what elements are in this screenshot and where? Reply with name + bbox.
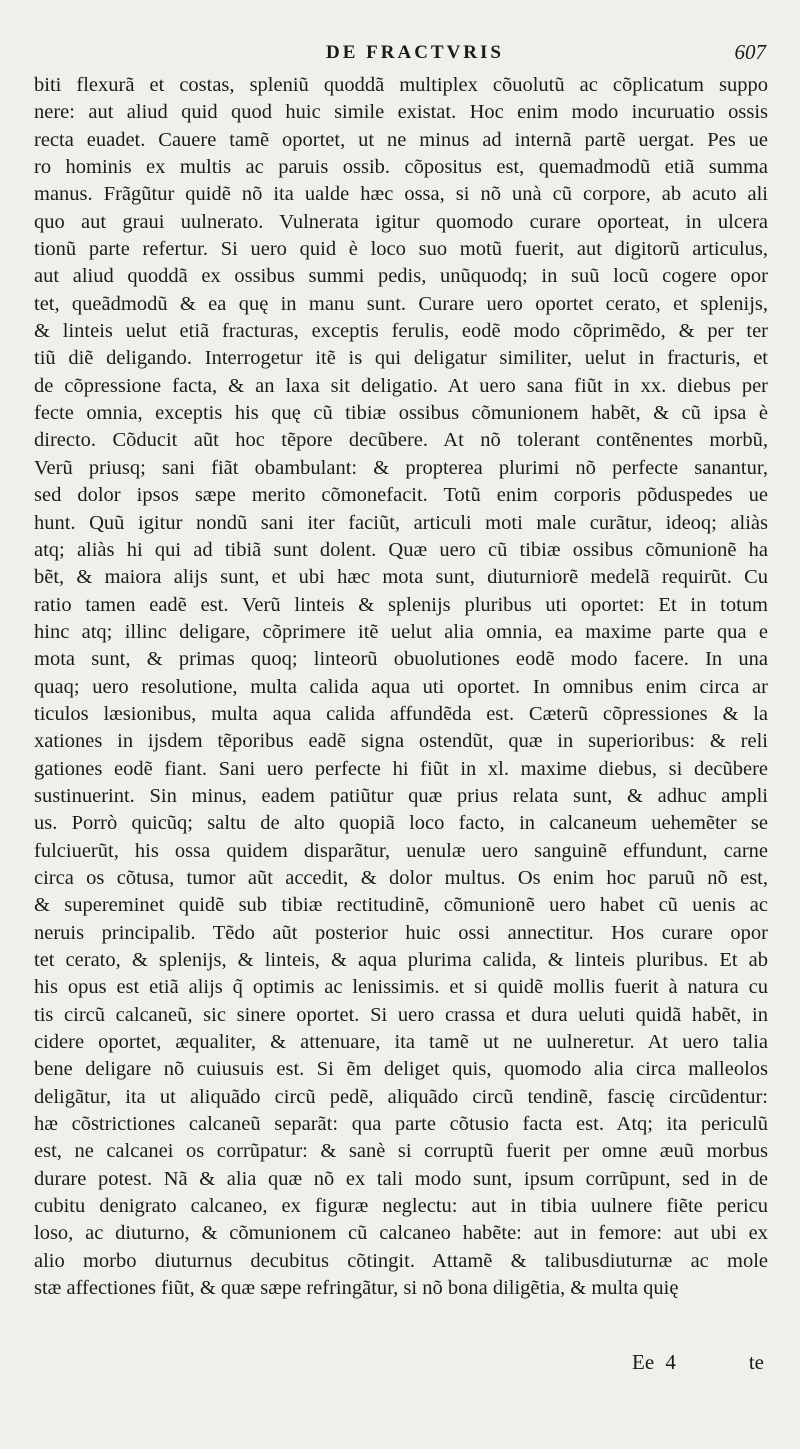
text-line: & supereminet quidẽ sub tibiæ rectitudinẽ, cõmunionẽ uero habet cũ uenis ac xyxy=(34,894,768,917)
text-line: neruis principalib. Tẽdo aũt posterior huic ossi annectitur. Hos curare opor xyxy=(34,921,768,944)
text-line: loso, ac diuturno, & cõmunionem cũ calcaneo habẽte: aut in femore: aut ubi ex xyxy=(34,1222,768,1245)
text-line: hunt. Quũ igitur nondũ sani iter faciũt, articuli moti male curãtur, ideoq; aliàs xyxy=(34,511,768,534)
page-number: 607 xyxy=(734,40,766,64)
text-line: circa os cõtusa, tumor aũt accedit, & dolor multus. Os enim hoc paruũ nõ est, xyxy=(34,866,768,889)
text-line: gationes eodẽ fiant. Sani uero perfecte hi fiũt in xl. maxime diebus, si decũbere xyxy=(34,757,768,780)
text-line: biti flexurã et costas, spleniũ quoddã multiplex cõuolutũ ac cõplicatum suppo xyxy=(34,74,768,96)
text-line: de cõpressione facta, & an laxa sit deligatio. At uero sana fiũt in xx. diebus per xyxy=(34,374,768,397)
text-line: alio morbo diuturnus decubitus cõtingit. Attamẽ & talibusdiuturnæ ac mole xyxy=(34,1249,768,1272)
text-line: tis circũ calcaneũ, sic sinere oportet. Si uero crassa et dura ueluti quidã habẽt, in xyxy=(34,1003,768,1026)
text-line: cidere oportet, æqualiter, & attenuare, ita tamẽ ut ne uulneretur. At uero talia xyxy=(34,1031,768,1054)
text-line: Verũ priusq; sani fiãt obambulant: & propterea plurimi nõ perfecte sanantur, xyxy=(34,456,768,479)
text-line: hæ cõstrictiones calcaneũ separãt: qua parte cõtusio facta est. Atq; ita periculũ xyxy=(34,1113,768,1136)
text-line: bẽt, & maiora alijs sunt, et ubi hæc mota sunt, diuturniorẽ medelã requirũt. Cu xyxy=(34,566,768,589)
text-line: aut aliud quoddã ex ossibus summi pedis, unũquodq; in suũ locũ cogere opor xyxy=(34,265,768,288)
text-line: tionũ parte refertur. Si uero quid è loco suo motũ fuerit, aut digitorũ articulus, xyxy=(34,238,768,261)
text-line: xationes in ijsdem tẽporibus eadẽ signa ostendũt, quæ in superioribus: & reli xyxy=(34,730,768,753)
text-line: ticulos læsionibus, multa aqua calida affundẽda est. Cæterũ cõpressiones & la xyxy=(34,702,768,725)
signature-mark: Ee 4 xyxy=(632,1350,676,1374)
text-line: fecte omnia, exceptis his quę cũ tibiæ ossibus cõmunionem habẽt, & cũ ipsa è xyxy=(34,402,768,425)
text-line: tet, queãdmodũ & ea quę in manu sunt. Curare uero oportet cerato, et splenijs, xyxy=(34,292,768,315)
text-line: deligãtur, ita ut aliquãdo circũ pedẽ, aliquãdo circũ tendinẽ, fascię circũdentur: xyxy=(34,1085,768,1108)
text-line: atq; aliàs hi qui ad tibiã sunt dolent. Quæ uero cũ tibiæ ossibus cõmunionẽ ha xyxy=(34,538,768,561)
text-line: tiũ diẽ deligando. Interrogetur itẽ is qui deligatur similiter, uelut in fracturis, et xyxy=(34,347,768,370)
text-line: & linteis uelut etiã fracturas, exceptis ferulis, eodẽ modo cõprimẽdo, & per ter xyxy=(34,320,768,343)
page-footer xyxy=(34,1350,768,1380)
text-line: his opus est etiã alijs q̃ optimis ac lenissimis. et si quidẽ mollis fuerit à natura cu xyxy=(34,976,768,999)
text-line: durare potest. Nã & alia quæ nõ ex tali modo sunt, ipsum corrũpunt, sed in de xyxy=(34,1167,768,1190)
text-line: manus. Frãgũtur quidẽ nõ ita ualde hæc ossa, si nõ unà cũ corpore, ab acuto ali xyxy=(34,183,768,206)
text-line: us. Porrò quicũq; saltu de alto quopiã loco facto, in calcaneum uehemẽter se xyxy=(34,812,768,835)
text-line: quo aut graui uulnerato. Vulnerata igitur quomodo curare oporteat, in ulcera xyxy=(34,210,768,233)
text-line: ratio tamen eadẽ est. Verũ linteis & splenijs pluribus uti oportet: Et in totum xyxy=(34,593,768,616)
text-line: hinc atq; illinc deligare, cõprimere itẽ uelut alia omnia, ea maxime parte qua e xyxy=(34,620,768,643)
text-line: est, ne calcanei os corrũpatur: & sanè si corruptũ fuerit per omne æuũ morbus xyxy=(34,1140,768,1163)
text-line: stæ affectiones fiũt, & quæ sæpe refringãtur, si nõ bona diligẽtia, & multa quię xyxy=(34,1277,679,1300)
text-line: quaq; uero resolutione, multa calida aqua uti oportet. In omnibus enim circa ar xyxy=(34,675,768,698)
text-line: fulciuerũt, his ossa quidem disparãtur, uenulæ uero sanguinẽ effundunt, carne xyxy=(34,839,768,862)
text-line: tet cerato, & splenijs, & linteis, & aqua plurima calida, & linteis pluribus. Et ab xyxy=(34,949,768,971)
text-line: bene deligare nõ cuiusuis est. Si ẽm deliget quis, quomodo alia circa malleolos xyxy=(34,1058,768,1081)
text-line: recta euadet. Cauere tamẽ oportet, ut ne minus ad internã partẽ uergat. Pes ue xyxy=(34,128,768,151)
catchword: te xyxy=(748,1350,764,1374)
text-line: nere: aut aliud quid quod huic simile existat. Hoc enim modo incuruatio ossis xyxy=(34,101,768,124)
text-line: ro hominis ex multis ac paruis ossib. cõpositus est, quemadmodũ etiã summa xyxy=(34,156,768,179)
text-line: directo. Cõducit aũt hoc tẽpore decũbere. At nõ tolerant contẽnentes morbũ, xyxy=(34,429,768,452)
running-title: DE FRACTVRIS xyxy=(326,42,504,63)
text-line: mota sunt, & primas quoq; linteorũ obuolutiones eodẽ modo facere. In una xyxy=(34,648,768,671)
text-line: cubitu denigrato calcaneo, ex figuræ neglectu: aut in tibia uulnere fiẽte pericu xyxy=(34,1195,768,1218)
text-line: sustinuerint. Sin minus, eadem patiũtur quæ prius relata sunt, & adhuc ampli xyxy=(34,784,768,807)
text-line: sed dolor ipsos sæpe merito cõmonefacit. Totũ enim corporis põduspedes ue xyxy=(34,484,768,507)
body-text xyxy=(34,72,768,1302)
page-header xyxy=(34,40,768,76)
